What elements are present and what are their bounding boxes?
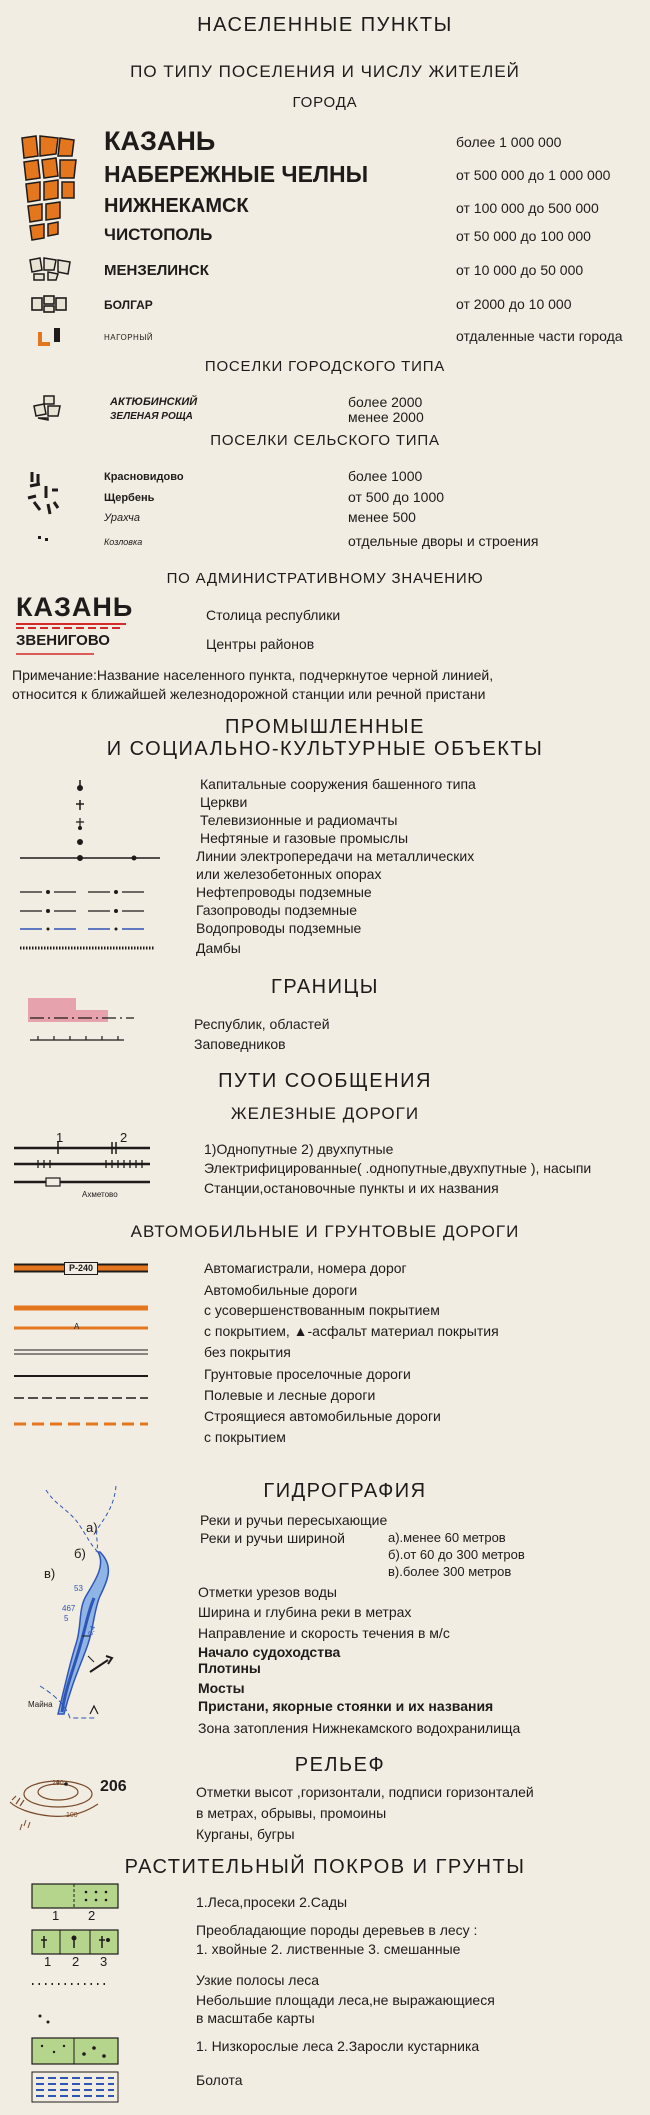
rural-pop-4: отдельные дворы и строения <box>348 533 539 549</box>
industrial-item-oil-pipe: Нефтепроводы подземные <box>196 884 372 900</box>
urban-settlement-icon <box>30 394 66 422</box>
relief-item-heights: Отметки высот ,горизонтали, подписи горизонталей <box>196 1784 534 1800</box>
water-level-label: 53 <box>74 1584 83 1593</box>
hydro-item-flow: Направление и скорость течения в м/с <box>198 1625 450 1641</box>
road-item-under-construction-2: с покрытием <box>204 1429 286 1445</box>
capital-underline <box>16 622 126 630</box>
city-pop-chelny: от 500 000 до 1 000 000 <box>456 167 611 183</box>
city-name-nizhnekamsk: НИЖНЕКАМСК <box>104 195 249 217</box>
rural-name-urakhcha: Урахча <box>104 512 140 524</box>
road-item-paved: с покрытием, ▲-асфальт материал покрытия <box>204 1323 499 1339</box>
river-speed-label: 0,4 <box>87 1625 98 1637</box>
river-label-b: б) <box>74 1546 86 1561</box>
road-item-dirt: Грунтовые проселочные дороги <box>204 1366 411 1382</box>
border-item-reserves: Заповедников <box>194 1036 286 1052</box>
heading-railways: ЖЕЛЕЗНЫЕ ДОРОГИ <box>230 1104 420 1123</box>
section-title-industrial-1: ПРОМЫШЛЕННЫЕ <box>225 716 425 738</box>
road-item-auto: Автомобильные дороги <box>204 1282 358 1298</box>
rural-name-krasnovidovo: Красновидово <box>104 471 184 483</box>
section-title-vegetation: РАСТИТЕЛЬНЫЙ ПОКРОВ И ГРУНТЫ <box>124 1856 526 1878</box>
rail-item-3: Станции,остановочные пункты и их названия <box>204 1180 499 1196</box>
heading-roads: АВТОМОБИЛЬНЫЕ И ГРУНТОВЫЕ ДОРОГИ <box>130 1222 520 1241</box>
tree-type-label-1: 1 <box>44 1954 52 1969</box>
hydro-item-water-marks: Отметки урезов воды <box>198 1584 337 1600</box>
rural-pop-2: от 500 до 1000 <box>348 489 445 505</box>
industrial-item-powerline-2: или железобетонных опорах <box>196 866 382 882</box>
rural-pop-1: более 1000 <box>348 468 423 484</box>
admin-name-kazan: КАЗАНЬ <box>16 592 134 622</box>
section-title-relief: РЕЛЬЕФ <box>294 1754 386 1776</box>
admin-name-zvenigovo: ЗВЕНИГОВО <box>16 632 110 649</box>
section-title-industrial-2: И СОЦИАЛЬНО-КУЛЬТУРНЫЕ ОБЪЕКТЫ <box>106 738 544 760</box>
relief-item-mounds: Курганы, бугры <box>196 1826 295 1842</box>
industrial-item-dams: Дамбы <box>196 940 241 956</box>
veg-item-small-areas: Небольшие площади леса,не выражающиеся <box>196 1992 495 2008</box>
hydro-item-width-depth: Ширина и глубина реки в метрах <box>198 1604 412 1620</box>
road-number-badge: Р-240 <box>64 1262 98 1275</box>
hydro-item-piers: Пристани, якорные стоянки и их названия <box>198 1698 494 1714</box>
heading-admin: ПО АДМИНИСТРАТИВНОМУ ЗНАЧЕНИЮ <box>166 570 484 587</box>
urban-name-zelenaya-roshcha: ЗЕЛЕНАЯ РОЩА <box>110 411 193 422</box>
tree-type-label-2: 2 <box>72 1954 80 1969</box>
city-name-menzelinsk: МЕНЗЕЛИНСК <box>104 262 209 279</box>
district-center-underline <box>16 652 94 656</box>
relief-item-meters: в метрах, обрывы, промоины <box>196 1805 387 1821</box>
tree-type-label-3: 3 <box>100 1954 108 1969</box>
border-symbols <box>24 994 144 1050</box>
veg-item-species-list: 1. хвойные 2. лиственные 3. смешанные <box>196 1941 461 1957</box>
river-width-label: 467 <box>62 1604 76 1613</box>
city-pop-chistopol: от 50 000 до 100 000 <box>456 228 591 244</box>
railway-symbols <box>10 1134 150 1192</box>
veg-item-swamps: Болота <box>196 2072 243 2088</box>
city-name-bolgar: БОЛГАР <box>104 298 153 312</box>
hydro-item-width: Реки и ручьи шириной <box>200 1530 345 1546</box>
road-item-unpaved: без покрытия <box>204 1344 291 1360</box>
urban-pop-more: более 2000 <box>348 394 423 410</box>
rail-item-1: 1)Однопутные 2) двухпутные <box>204 1141 394 1157</box>
section-title-transport: ПУТИ СООБЩЕНИЯ <box>218 1070 432 1092</box>
road-item-improved: с усовершенствованным покрытием <box>204 1302 440 1318</box>
rural-name-shcherben: Щербень <box>104 492 155 504</box>
road-item-under-construction: Строящиеся автомобильные дороги <box>204 1408 441 1424</box>
rural-name-kozlovka: Козловка <box>104 537 143 547</box>
admin-desc-capital: Столица республики <box>206 607 341 623</box>
city-pop-menzelinsk: от 10 000 до 50 000 <box>456 262 584 278</box>
hydro-item-drying: Реки и ручьи пересыхающие <box>200 1512 388 1528</box>
city-pop-kazan: более 1 000 000 <box>456 134 562 150</box>
admin-desc-district: Центры районов <box>206 636 315 652</box>
rail-label-double: 2 <box>120 1130 128 1145</box>
heading-rural-settlements: ПОСЕЛКИ СЕЛЬСКОГО ТИПА <box>210 432 440 449</box>
station-label-akhmetovo: Ахметово <box>82 1190 118 1199</box>
city-pop-nizhnekamsk: от 100 000 до 500 000 <box>456 200 599 216</box>
rural-settlement-icon <box>24 468 64 520</box>
section-title-settlements: НАСЕЛЕННЫЕ ПУНКТЫ <box>197 14 453 36</box>
heading-urban-settlements: ПОСЕЛКИ ГОРОДСКОГО ТИПА <box>204 358 446 375</box>
city-name-chelny: НАБЕРЕЖНЫЕ ЧЕЛНЫ <box>104 161 369 187</box>
industrial-item-church: Церкви <box>200 794 248 810</box>
hydro-width-v: в).более 300 метров <box>388 1564 512 1579</box>
industrial-item-masts: Телевизионные и радиомачты <box>200 812 398 828</box>
veg-item-species: Преобладающие породы деревьев в лесу : <box>196 1922 478 1938</box>
hydro-item-dams: Плотины <box>198 1660 261 1676</box>
river-label-v: в) <box>44 1566 56 1581</box>
industrial-symbols <box>14 774 164 954</box>
veg-item-small-areas-2: в масштабе карты <box>196 2010 315 2026</box>
hydro-width-b: б).от 60 до 300 метров <box>388 1547 525 1562</box>
note-line-1: Примечание:Название населенного пункта, подчеркнутое черной линией, <box>12 667 494 683</box>
city-pop-bolgar: от 2000 до 10 000 <box>456 296 572 312</box>
road-item-field: Полевые и лесные дороги <box>204 1387 376 1403</box>
contour-label-200: 200 <box>52 1780 64 1787</box>
city-name-chistopol: ЧИСТОПОЛЬ <box>104 225 213 244</box>
industrial-item-water-pipe: Водопроводы подземные <box>196 920 362 936</box>
veg-item-scrub: 1. Низкорослые леса 2.Заросли кустарника <box>196 2038 480 2054</box>
height-mark: 206 <box>100 1778 127 1795</box>
rail-label-single: 1 <box>56 1130 64 1145</box>
road-item-highways: Автомагистрали, номера дорог <box>204 1260 407 1276</box>
contour-label-100: 100 <box>66 1812 78 1819</box>
pier-label-mayna: Майна <box>28 1700 53 1709</box>
urban-pop-less: менее 2000 <box>348 409 424 425</box>
road-symbols <box>10 1256 150 1432</box>
industrial-item-gas-pipe: Газопроводы подземные <box>196 902 357 918</box>
heading-cities: ГОРОДА <box>292 94 358 111</box>
industrial-item-oil-gas: Нефтяные и газовые промыслы <box>200 830 409 846</box>
hydro-item-navigation: Начало судоходства <box>198 1644 341 1660</box>
single-yards-icon <box>36 534 56 544</box>
veg-item-forests: 1.Леса,просеки 2.Сады <box>196 1894 348 1910</box>
veg-item-strips: Узкие полосы леса <box>196 1972 320 1988</box>
forest-label-1: 1 <box>52 1908 60 1923</box>
section-title-hydrography: ГИДРОГРАФИЯ <box>263 1480 427 1502</box>
hydro-item-bridges: Мосты <box>198 1680 245 1696</box>
city-block-icon-large <box>18 134 80 244</box>
rural-pop-3: менее 500 <box>348 509 416 525</box>
hydro-item-flood-zone: Зона затопления Нижнекамского водохранилища <box>198 1720 521 1736</box>
city-name-nagorny: НАГОРНЫЙ <box>104 333 154 342</box>
border-item-republics: Республик, областей <box>194 1016 330 1032</box>
note-line-2: относится к ближайшей железнодорожной станции или речной пристани <box>12 686 486 702</box>
city-pop-distant-parts: отдаленные части города <box>456 328 623 344</box>
city-block-icon-medium <box>28 256 72 282</box>
city-part-icon <box>36 326 66 348</box>
vegetation-symbols <box>30 1882 120 2110</box>
hydro-width-a: а).менее 60 метров <box>388 1530 506 1545</box>
city-name-kazan: КАЗАНЬ <box>104 126 216 156</box>
subtitle-settlement-type: ПО ТИПУ ПОСЕЛЕНИЯ И ЧИСЛУ ЖИТЕЛЕЙ <box>130 62 520 81</box>
asphalt-mark: А <box>74 1322 80 1331</box>
industrial-item-tower: Капитальные сооружения башенного типа <box>200 776 476 792</box>
section-title-borders: ГРАНИЦЫ <box>271 976 379 998</box>
river-depth-label: 5 <box>64 1614 69 1623</box>
city-block-icon-small <box>30 294 70 314</box>
industrial-item-powerline-1: Линии электропередачи на металлических <box>196 848 475 864</box>
urban-name-aktyubinsky: АКТЮБИНСКИЙ <box>110 396 198 408</box>
rail-item-2: Электрифицированные( .однопутные,двухпутные ), насыпи <box>204 1160 592 1176</box>
forest-label-2: 2 <box>88 1908 96 1923</box>
river-label-a: а) <box>86 1520 98 1535</box>
